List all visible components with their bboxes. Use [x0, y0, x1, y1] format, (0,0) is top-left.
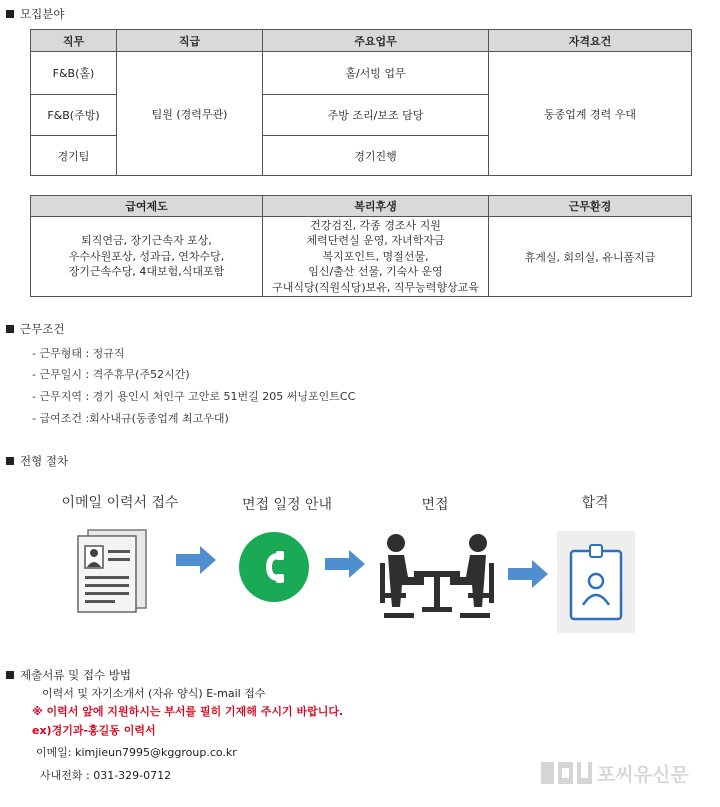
cell-duty: 홀/서빙 업무: [263, 52, 489, 95]
resume-icon: [74, 528, 150, 614]
cell-duty: 주방 조리/보조 담당: [263, 95, 489, 136]
cell-duty: 경기진행: [263, 136, 489, 176]
cell-job: F&B(주방): [31, 95, 117, 136]
cell-job: 경기팀: [31, 136, 117, 176]
step-label-resume: 이메일 이력서 접수: [61, 495, 179, 511]
phone-icon: [238, 531, 310, 603]
step-label-schedule: 면접 일정 안내: [241, 497, 333, 513]
submit-method: 이력서 및 자기소개서 (자유 양식) E-mail 접수: [42, 687, 266, 700]
section-title-process: 전형 절차: [6, 453, 68, 469]
benefits-table: [30, 195, 692, 297]
interview-icon: [378, 533, 496, 621]
arrow-right-icon: [508, 558, 548, 590]
condition-location: - 근무지역 : 경기 용인시 처인구 고안로 51번길 205 써닝포인트CC: [32, 390, 356, 403]
cell-welfare: 건강검진, 각종 경조사 지원 체력단련실 운영, 자녀학자금 복지포인트, 명절선물, 임신/출산 선물, 기숙사 운영 구내식당(직원식당)보유, 직무능력향상교육: [263, 217, 489, 297]
contact-phone: 사내전화 : 031-329-0712: [40, 769, 172, 782]
bullet-square-icon: [6, 325, 14, 333]
section-title-recruit: 모집분야: [6, 6, 64, 22]
cell-qualification: 동종업계 경력 우대: [489, 52, 692, 176]
header-qualification: 자격요건: [489, 30, 692, 52]
bullet-square-icon: [6, 671, 14, 679]
header-welfare: 복리후생: [263, 196, 489, 217]
bullet-square-icon: [6, 457, 14, 465]
cell-job: F&B(홀): [31, 52, 117, 95]
submit-notice: ※ 이력서 앞에 지원하시는 부서를 필히 기재해 주시기 바랍니다.: [32, 705, 344, 718]
watermark-text: 포씨유신문: [597, 764, 689, 786]
cell-environment: 휴게실, 회의실, 유니폼지급: [489, 217, 692, 297]
header-environment: 근무환경: [489, 196, 692, 217]
watermark-logo: [541, 758, 709, 788]
table-row: [31, 52, 692, 95]
arrow-right-icon: [325, 548, 365, 580]
logo-mark-icon: [541, 760, 593, 786]
arrow-right-icon: [176, 544, 216, 576]
condition-salary: - 급여조건 :회사내규(동종업계 최고우대): [32, 412, 229, 425]
badge-icon: [557, 531, 635, 633]
section-title-conditions: 근무조건: [6, 321, 64, 337]
recruit-table: [30, 29, 692, 176]
step-label-interview: 면접: [421, 497, 449, 513]
contact-email: 이메일: kimjieun7995@kggroup.co.kr: [36, 746, 237, 759]
cell-salary: 퇴직연금, 장기근속자 포상, 우수사원포상, 성과급, 연차수당, 장기근속수당, 4대보험,식대포함: [31, 217, 263, 297]
header-duty: 주요업무: [263, 30, 489, 52]
header-salary: 급여제도: [31, 196, 263, 217]
submit-example: ex)경기과-홍길동 이력서: [32, 724, 156, 737]
section-title-submit: 제출서류 및 접수 방법: [6, 667, 131, 683]
table-row: [31, 217, 692, 297]
bullet-square-icon: [6, 10, 14, 18]
condition-schedule: - 근무일시 : 격주휴무(주52시간): [32, 368, 190, 381]
header-job: 직무: [31, 30, 117, 52]
header-rank: 직급: [117, 30, 263, 52]
condition-type: - 근무형태 : 정규직: [32, 347, 125, 360]
step-label-pass: 합격: [581, 495, 609, 511]
cell-rank: 팀원 (경력무관): [117, 52, 263, 176]
